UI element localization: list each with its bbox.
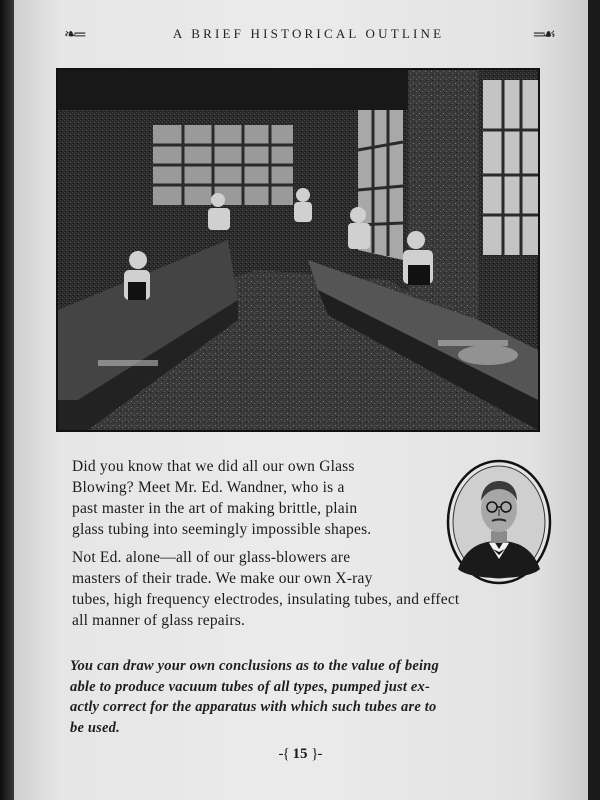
running-head-title: A BRIEF HISTORICAL OUTLINE <box>172 26 445 41</box>
paragraph-line: You can draw your own conclusions as to the value of being <box>70 658 439 674</box>
paragraph-line: actly correct for the apparatus with which such tubes are to <box>70 699 437 715</box>
paragraph-line: all manner of glass repairs. <box>72 612 246 629</box>
paragraph-line: tubes, high frequency electrodes, insulating tubes, and effect <box>72 591 460 608</box>
workshop-photo <box>56 68 540 432</box>
right-ornament-icon: ═☙ <box>533 26 554 43</box>
paragraph-line: Did you know that we did all our own Glass <box>72 458 355 475</box>
paragraph-line: Not Ed. alone—all of our glass-blowers are <box>72 549 351 566</box>
paragraph-line: able to produce vacuum tubes of all types, pumped just ex- <box>70 678 430 695</box>
paragraph-line: Blowing? Meet Mr. Ed. Wandner, who is a <box>72 479 345 496</box>
paragraph-conclusions <box>70 656 540 738</box>
paragraph-line: be used. <box>70 719 120 736</box>
paragraph-line: past master in the art of making brittle, plain <box>72 500 358 517</box>
page-edge-shadow <box>0 0 14 800</box>
page-number <box>0 746 600 763</box>
paragraph-glass-blowers <box>72 547 544 631</box>
folio-number: 15 <box>292 746 308 762</box>
running-header <box>64 22 554 46</box>
glass-blowing-workshop-photo-icon <box>58 70 538 430</box>
left-ornament-icon: ❧═ <box>64 26 84 43</box>
folio-left-ornament: -{ <box>278 746 289 762</box>
paragraph-glass-blowing <box>72 456 444 540</box>
paragraph-line: masters of their trade. We make our own X-ray <box>72 570 373 587</box>
paragraph-line: glass tubing into seemingly impossible shapes. <box>72 521 372 538</box>
folio-right-ornament: }- <box>311 746 322 762</box>
